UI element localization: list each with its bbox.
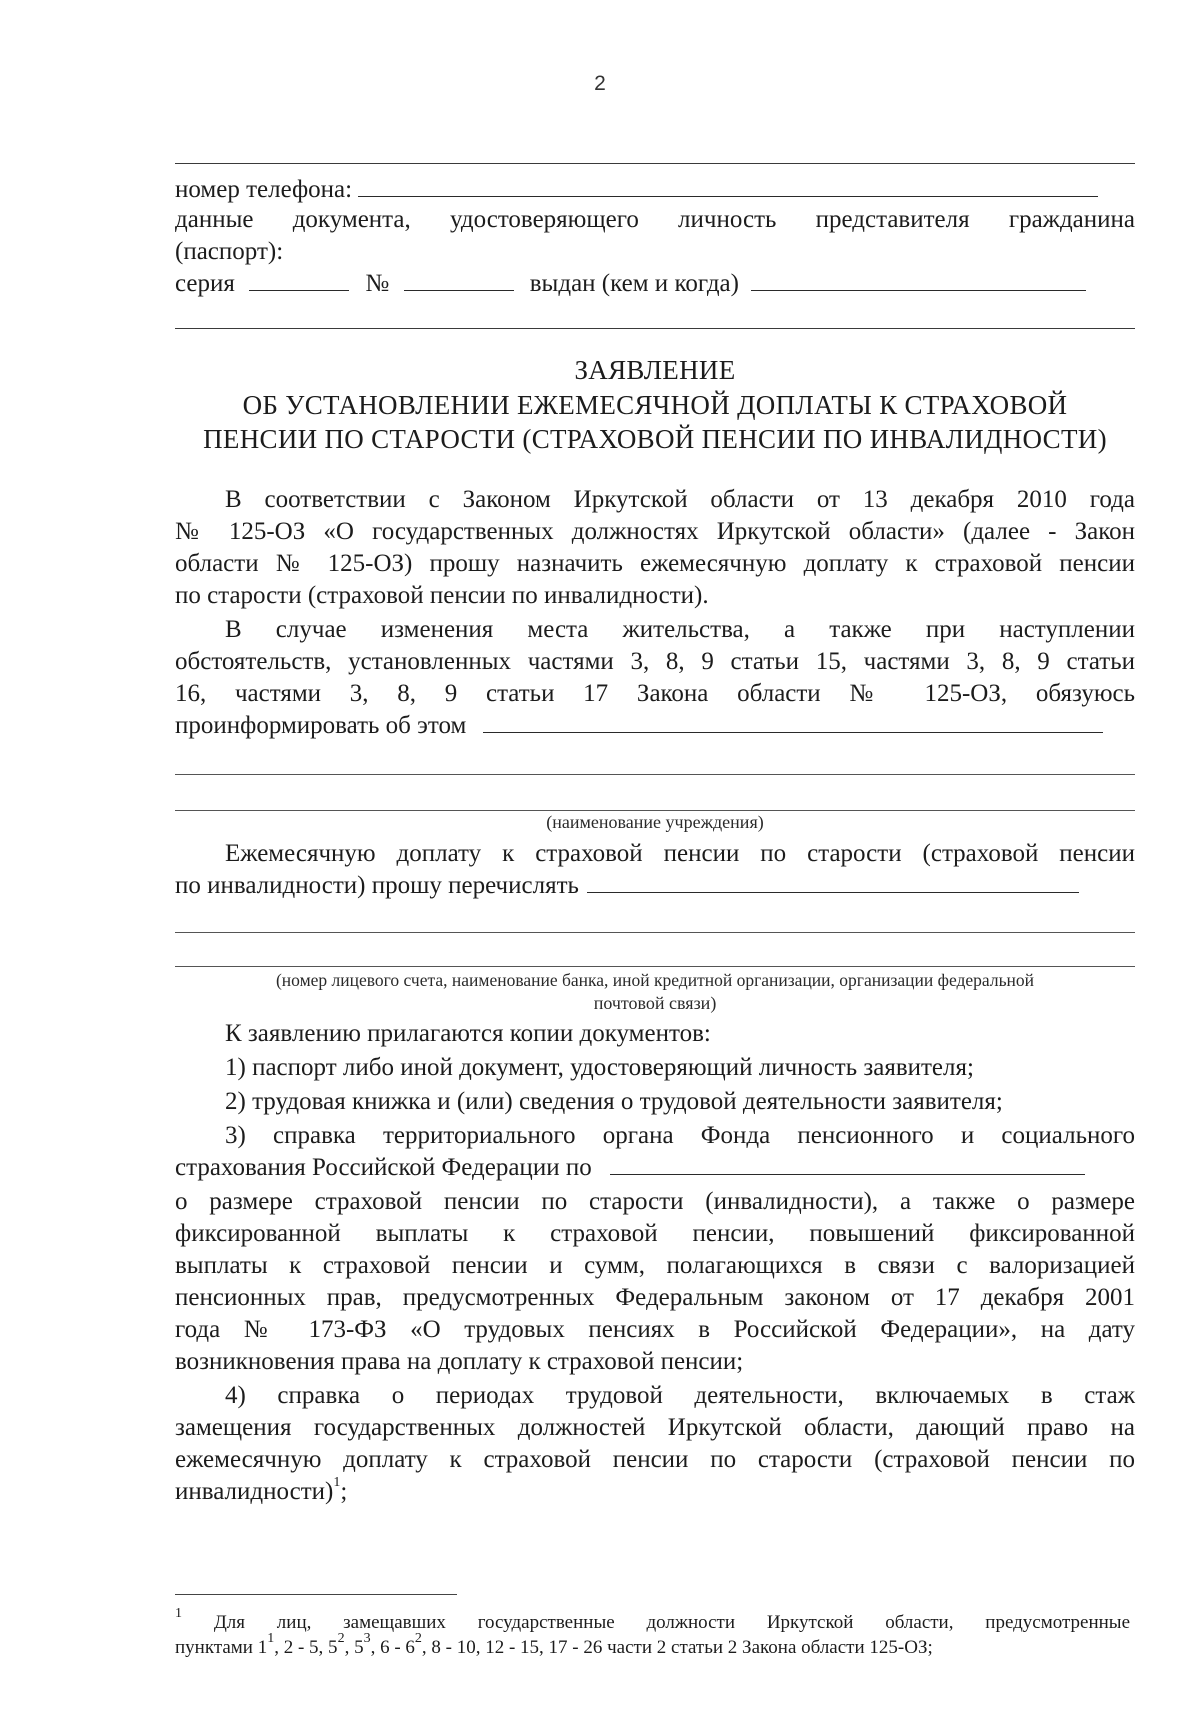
institution-caption: (наименование учреждения) xyxy=(546,812,764,832)
passport-line xyxy=(175,270,1086,298)
account-rule-1 xyxy=(175,932,1135,933)
para1-line-4: по старости (страховой пенсии по инвалидности). xyxy=(175,582,709,609)
transfer-blank[interactable] xyxy=(587,891,1079,893)
para2-line-2: обстоятельств, установленных частями 3, 8, 9 статьи 15, частями 3, 8, 9 статьи xyxy=(175,648,1135,675)
attachment-item-3-line-6: пенсионных прав, предусмотренных Федеральным законом от 17 декабря 2001 xyxy=(175,1284,1135,1311)
attachment-item-3-line-3: о размере страховой пенсии по старости (инвалидности), а также о размере xyxy=(175,1188,1135,1215)
para1-line-3: области № 125-ОЗ) прошу назначить ежемесячную доплату к страховой пенсии xyxy=(175,550,1135,577)
transfer-label: по инвалидности) прошу перечислять xyxy=(175,872,579,899)
attachment-item-3-line-2 xyxy=(175,1154,1085,1182)
phone-line xyxy=(175,176,1098,204)
footnote-sup-4: 2 xyxy=(414,1630,422,1646)
attachment-item-4-line-4 xyxy=(175,1474,348,1506)
footnote-sup-1: 1 xyxy=(267,1630,275,1646)
attachment-item-3-line-1: 3) справка территориального органа Фонда пенсионного и социального xyxy=(225,1122,1135,1149)
inform-label: проинформировать об этом xyxy=(175,712,467,739)
fund-label: страхования Российской Федерации по xyxy=(175,1154,592,1181)
account-caption-line-1: (номер лицевого счета, наименование банка, иной кредитной организации, организации федеральной xyxy=(275,970,1035,990)
footnote-marker: 1 xyxy=(175,1605,182,1621)
issued-blank[interactable] xyxy=(751,289,1086,291)
footnote-text-2b: , 2 - 5, 5 xyxy=(274,1637,338,1658)
account-rule-2 xyxy=(175,966,1135,967)
title-line-2: ОБ УСТАНОВЛЕНИИ ЕЖЕМЕСЯЧНОЙ ДОПЛАТЫ К СТРАХОВОЙ xyxy=(242,390,1068,420)
phone-label: номер телефона: xyxy=(175,176,353,203)
attachment-item-4-line-2: замещения государственных должностей Иркутской области, дающий право на xyxy=(175,1414,1135,1441)
para3-line-1: Ежемесячную доплату к страховой пенсии по старости (страховой пенсии xyxy=(225,840,1135,867)
item4-end: ; xyxy=(340,1478,348,1505)
account-caption-line-2: почтовой связи) xyxy=(593,993,717,1013)
top-rule xyxy=(175,163,1135,164)
attachments-intro: К заявлению прилагаются копии документов: xyxy=(225,1020,711,1047)
footnote-text-2c: , 5 xyxy=(344,1637,364,1658)
inform-blank[interactable] xyxy=(483,731,1103,733)
para2-line-4 xyxy=(175,712,1103,740)
title-line-3: ПЕНСИИ ПО СТАРОСТИ (СТРАХОВОЙ ПЕНСИИ ПО ИНВАЛИДНОСТИ) xyxy=(203,424,1107,454)
footnote-text-2a: пунктами 1 xyxy=(175,1637,268,1658)
attachment-item-3-line-4: фиксированной выплаты к страховой пенсии, повышений фиксированной xyxy=(175,1220,1135,1247)
footnote-sup-2: 2 xyxy=(337,1630,345,1646)
attachment-item-3-line-5: выплаты к страховой пенсии и сумм, полагающихся в связи с валоризацией xyxy=(175,1252,1135,1279)
para2-line-1: В случае изменения места жительства, а также при наступлении xyxy=(225,616,1135,643)
fund-blank[interactable] xyxy=(610,1173,1085,1175)
series-blank[interactable] xyxy=(249,289,349,291)
attachment-item-3-line-8: возникновения права на доплату к страховой пенсии; xyxy=(175,1348,744,1375)
institution-rule-1 xyxy=(175,774,1135,775)
phone-blank[interactable] xyxy=(358,195,1098,197)
institution-rule-2 xyxy=(175,810,1135,811)
para1-line-2: № 125-ОЗ «О государственных должностях Иркутской области» (далее - Закон xyxy=(175,518,1135,545)
footnote-text-2d: , 6 - 6 xyxy=(370,1637,415,1658)
title-line-1: ЗАЯВЛЕНИЕ xyxy=(574,355,736,385)
para1-line-1: В соответствии с Законом Иркутской области от 13 декабря 2010 года xyxy=(225,486,1135,513)
doc-line-2: (паспорт): xyxy=(175,238,284,265)
number-label: № xyxy=(365,270,390,297)
page-number: 2 xyxy=(594,72,606,95)
footnote-text-2e: , 8 - 10, 12 - 15, 17 - 26 части 2 статьи 2 Закона области 125-ОЗ; xyxy=(421,1637,933,1658)
issued-label: выдан (кем и когда) xyxy=(529,270,739,297)
header-bottom-rule xyxy=(175,328,1135,329)
attachment-item-4-line-1: 4) справка о периодах трудовой деятельности, включаемых в стаж xyxy=(225,1382,1135,1409)
attachment-item-2: 2) трудовая книжка и (или) сведения о трудовой деятельности заявителя; xyxy=(225,1088,1003,1115)
footnote-text-1: Для лиц, замещавших государственные должности Иркутской области, предусмотренные xyxy=(213,1612,1130,1633)
attachment-item-4-line-3: ежемесячную доплату к страховой пенсии по старости (страховой пенсии по xyxy=(175,1446,1135,1473)
attachment-item-1: 1) паспорт либо иной документ, удостоверяющий личность заявителя; xyxy=(225,1054,974,1081)
para3-line-2 xyxy=(175,872,1079,900)
footnote-rule xyxy=(175,1594,457,1595)
footnote-line-1 xyxy=(175,1605,1130,1634)
doc-line-1: данные документа, удостоверяющего личность представителя гражданина xyxy=(175,206,1135,233)
footnote-line-2 xyxy=(175,1630,933,1659)
para2-line-3: 16, частями 3, 8, 9 статьи 17 Закона области № 125-ОЗ, обязуюсь xyxy=(175,680,1135,707)
footnote-sup-3: 3 xyxy=(363,1630,371,1646)
series-label: серия xyxy=(175,270,235,297)
number-blank[interactable] xyxy=(404,289,514,291)
footnote-ref[interactable]: 1 xyxy=(333,1474,341,1490)
attachment-item-3-line-7: года № 173-ФЗ «О трудовых пенсиях в Российской Федерации», на дату xyxy=(175,1316,1135,1343)
item4-last-text: инвалидности) xyxy=(175,1478,334,1505)
